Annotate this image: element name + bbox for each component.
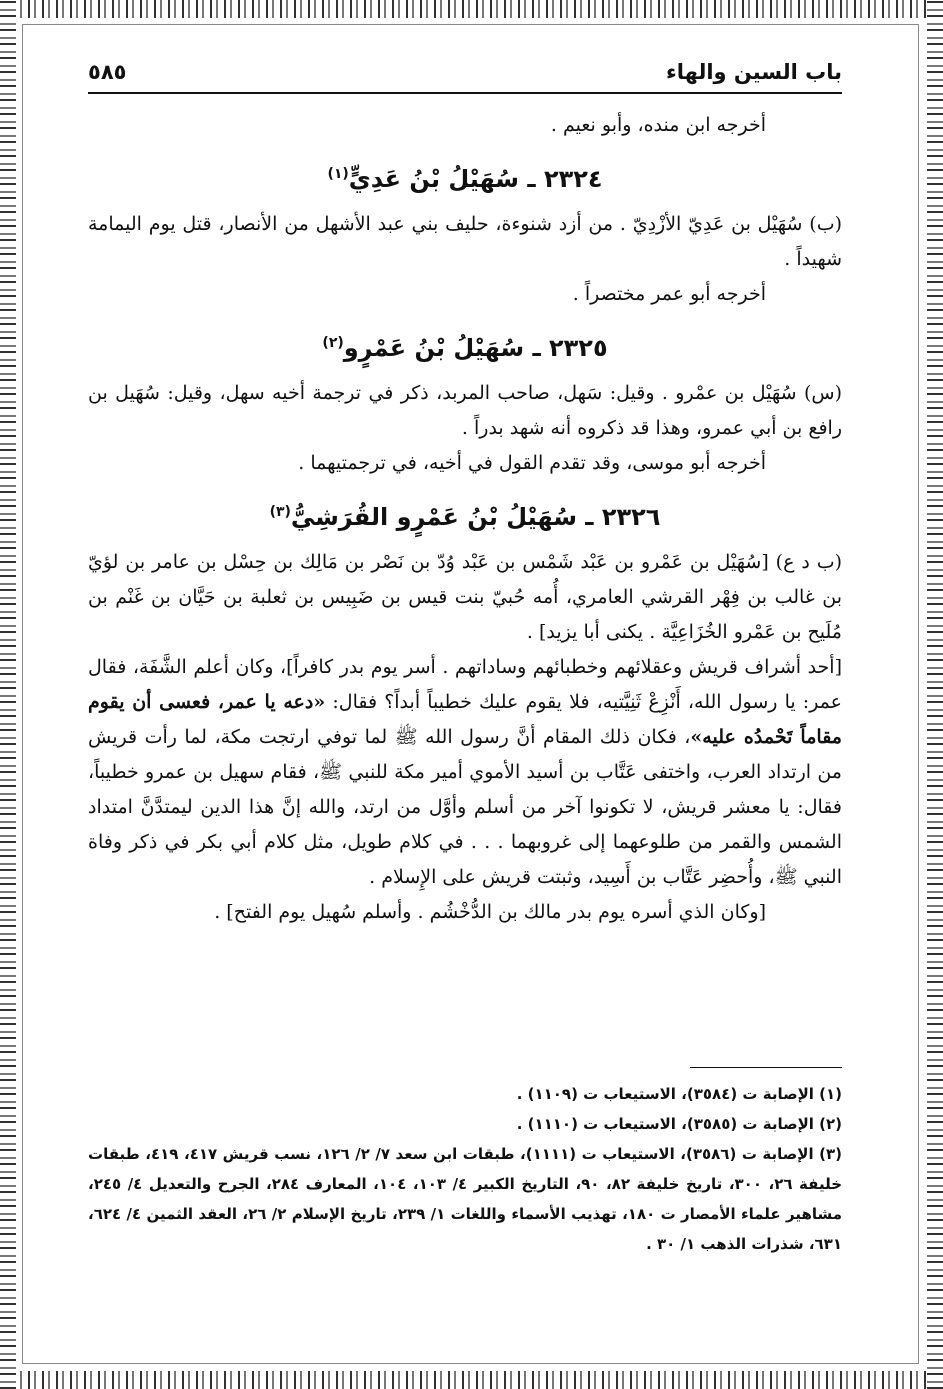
entry-title: ٢٣٢٤ ـ سُهَيْلُ بْنُ عَدِيٍّ — [348, 165, 603, 193]
paragraph — [88, 650, 842, 895]
paragraph-text: ، فكان ذلك المقام أنَّ رسول الله ﷺ لما توفي ارتجت مكة، لما رأت قريش من ارتداد العرب، واختفى عَتَّاب بن أسيد الأموي أمير مكة للنبي ﷺ، فقام سهيل بن عمرو خطيباً، فقال: يا معشر قريش، لا تكونوا آخر من أسلم وأوَّل من ارتد، والله إنَّ هذا الدين ليمتدَّنَّ امتداد الشمس والقمر من طلوعهما إلى غروبهما . . . في كلام طويل، مثل كلام أبي بكر في ذكر وفاة النبي ﷺ، وأُحضِر عَتَّاب بن أَسِيد، وثبتت قريش على الإِسلام . — [88, 726, 842, 888]
page-border-bottom — [0, 1371, 943, 1389]
paragraph: (س) سُهَيْل بن عمْرو . وقيل: سَهل، صاحب المربد، ذكر في ترجمة أخيه سهل، وقيل: سُهَيل بن رافع بن أبي عمرو، وهذا قد ذكروه أنه شهد بدراً . — [88, 382, 842, 439]
footnote-ref: (١) — [327, 166, 349, 182]
main-text — [88, 108, 842, 930]
chapter-title: باب السين والهاء — [665, 60, 842, 84]
entry-title: ٢٣٢٥ ـ سُهَيْلُ بْنُ عَمْرٍو — [343, 334, 608, 362]
entry-heading — [88, 495, 842, 535]
footnote: (٣) الإصابة ت (٣٥٨٦)، الاستيعاب ت (١١١١)، طبقات ابن سعد ٧/ ٢/ ١٢٦، نسب قريش ٤١٧، ٤١٩، طبقات خليفة ٢٦، ٣٠٠، تاريخ خليفة ٨٢، ٩٠، التاريخ الكبير ٤/ ١٠٣، ١٠٤، المعارف ٢٨٤، الجرح والتعديل ٤/ ٢٤٥، مشاهير علماء الأمصار ت ١٨٠، تهذيب الأسماء واللغات ١/ ٢٣٩، تاريخ الإسلام ٢/ ٢٦، العقد الثمين ٤/ ٦٢٤، ٦٣١، شذرات الذهب ١/ ٣٠ . — [88, 1145, 843, 1253]
page-border-left — [0, 0, 16, 1389]
paragraph: (ب د ع) [سُهَيْل بن عَمْرو بن عَبْد شَمْس بن عَبْد وُدّ بن نَصْر بن مَالِك بن حِسْل بن عامر بن لؤيّ بن غالب بن فِهْر القرشي العامري، أُمه حُبيّ بنت قيس بن ضَبِيس بن ثعلبة بن حَيَّان بن غَنْم بن مُلَيح بن عَمْرو الخُزَاعِيَّة . يكنى أبا يزيد] . — [88, 551, 842, 643]
footnote: (١) الإصابة ت (٣٥٨٤)، الاستيعاب ت (١١٠٩) . — [516, 1085, 842, 1103]
paragraph: أخرجه أبو عمر مختصراً . — [572, 283, 766, 305]
footnote-ref: (٣) — [269, 504, 291, 520]
entry-heading — [88, 326, 842, 366]
paragraph: أخرجه أبو موسى، وقد تقدم القول في أخيه، في ترجمتيهما . — [298, 452, 766, 474]
running-head — [88, 52, 842, 94]
entry-title: ٢٣٢٦ ـ سُهَيْلُ بْنُ عَمْرٍو القُرَشِيُّ — [290, 503, 661, 531]
paragraph: [وكان الذي أسره يوم بدر مالك بن الدُّخْشُم . وأسلم سُهيل يوم الفتح] . — [214, 901, 766, 923]
prophetic-quote: «دعه يا عمر، فعسى أن يقوم مقاماً تَحْمدُه عليه» — [88, 691, 842, 748]
entry-heading — [88, 157, 842, 197]
footnote: (٢) الإصابة ت (٣٥٨٥)، الاستيعاب ت (١١١٠) . — [516, 1115, 842, 1133]
page-number: ٥٨٥ — [88, 60, 127, 84]
paragraph: أخرجه ابن منده، وأبو نعيم . — [550, 114, 766, 136]
paragraph-text: [أحد أشراف قريش وعقلائهم وخطبائهم وساداتهم . أسر يوم بدر كافراً]، وكان أعلم الشَّفَة، فقال عمر: يا رسول الله، أَنْزِعْ ثَنِيَّتيه، فلا يقوم عليك خطيباً أبداً؟ فقال: — [88, 656, 842, 713]
paragraph: (ب) سُهَيْل بن عَدِيّ الأزْدِيّ . من أزد شنوءة، حليف بني عبد الأشهل من الأنصار، قتل يوم اليمامة شهيداً . — [88, 213, 842, 270]
page-border-right — [927, 0, 943, 1389]
footnote-rule — [690, 1067, 842, 1068]
footnote-ref: (٢) — [322, 335, 344, 351]
page-border-top — [0, 0, 943, 18]
footnotes — [88, 1079, 842, 1259]
book-page — [88, 52, 842, 1352]
